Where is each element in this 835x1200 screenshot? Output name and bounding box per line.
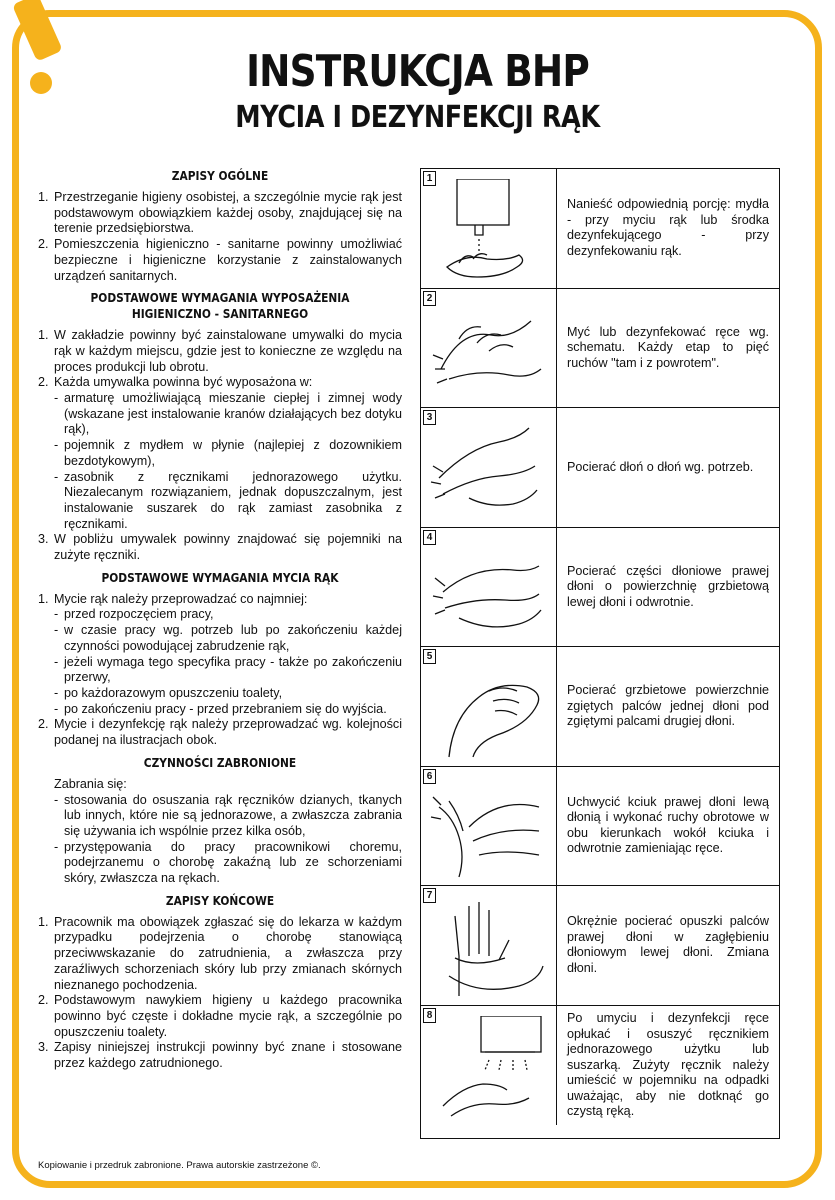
page-title: INSTRUKCJA BHP bbox=[246, 46, 589, 97]
step-text: Pocierać części dłoniowe prawej dłoni o powierzchnię grzbietową lewej dłoni i odwrotnie. bbox=[567, 563, 769, 609]
step-row: 8 Po umyciu i dezynfekcji ręce opłukać i osuszyć ręcznikiem jednorazowego użytku lub suszarką. Zużyty ręcznik należy umieścić w pojemniku na odpadki uważając, aby nie dotknąć go czystą ręką. bbox=[421, 1006, 779, 1126]
section-equipment bbox=[38, 290, 402, 564]
step-row: 7 Okrężnie pocierać opuszki palców prawej dłoni w zagłębieniu dłoniowym lewej dłoni. Zmiana dłoni. bbox=[421, 886, 779, 1006]
section-heading: ZAPISY OGÓLNE bbox=[171, 168, 269, 183]
step-text: Myć lub dezynfekować ręce wg. schematu. Każdy etap to pięć ruchów "tam i z powrotem". bbox=[567, 324, 769, 370]
list-item: 1. W zakładzie powinny być zainstalowane umywalki do mycia rąk w każdym miejscu, gdzie jest to konieczne ze względu na proces produkcji lub obrotu. bbox=[38, 328, 402, 374]
exclamation-dot-icon bbox=[30, 72, 52, 94]
step-text: Po umyciu i dezynfekcji ręce opłukać i osuszyć ręcznikiem jednorazowego użytku lub suszarką. Zużyty ręcznik należy umieścić w pojemniku na odpadki uważając, aby nie dotknąć go czystą ręką. bbox=[567, 1011, 769, 1118]
hand-dryer-icon bbox=[429, 1016, 549, 1121]
step-text: Pocierać dłoń o dłoń wg. potrzeb. bbox=[567, 459, 754, 474]
step-text: Nanieść odpowiednią porcję: mydła - przy myciu rąk lub środka dezynfekującego - przy dezynfekowaniu rąk. bbox=[567, 197, 769, 258]
palm-over-back-icon bbox=[429, 538, 549, 643]
section-heading: CZYNNOŚCI ZABRONIONE bbox=[143, 754, 297, 770]
section-general bbox=[38, 168, 402, 284]
section-washing bbox=[38, 570, 402, 749]
dash-item: - armaturę umożliwiającą mieszanie ciepłej i zimnej wody (wskazane jest instalowanie kranów działających bez dotyku rąk), bbox=[54, 391, 402, 437]
step-row: 3 Pocierać dłoń o dłoń wg. potrzeb. bbox=[421, 408, 779, 528]
step-row: 4 Pocierać części dłoniowe prawej dłoni o powierzchnię grzbietową lewej dłoni i odwrotnie. bbox=[421, 528, 779, 648]
instructions-column bbox=[38, 168, 402, 1078]
page-subtitle: MYCIA I DEZYNFEKCJI RĄK bbox=[235, 100, 600, 135]
step-text: Uchwycić kciuk prawej dłoni lewą dłonią i wykonać ruchy obrotowe w obu kierunkach wokół kciuka i odwrotnie zamieniając ręce. bbox=[567, 794, 769, 856]
section-heading-line2: HIGIENICZNO - SANITARNEGO bbox=[131, 306, 309, 322]
dash-item: - pojemnik z mydłem w płynie (najlepiej z dozownikiem bezdotykowym), bbox=[54, 438, 402, 468]
step-row: 1 Nanieść odpowiednią porcję: mydła - przy myciu rąk lub środka dezynfekującego - przy dezynfekowaniu rąk. bbox=[421, 169, 779, 289]
dash-item: - przed rozpoczęciem pracy, bbox=[54, 607, 214, 622]
list-item: 1. Mycie rąk należy przeprowadzać co najmniej: bbox=[38, 591, 308, 606]
hands-rubbing-icon bbox=[429, 299, 549, 404]
interlocked-fingers-icon bbox=[429, 657, 549, 762]
step-row: 2 Myć lub dezynfekować ręce wg. schematu. Każdy etap to pięć ruchów "tam i z powrotem". bbox=[421, 289, 779, 409]
steps-table bbox=[420, 168, 780, 1139]
dash-item: - po każdorazowym opuszczeniu toalety, bbox=[54, 685, 283, 700]
step-row: 6 Uchwycić kciuk prawej dłoni lewą dłonią i wykonać ruchy obrotowe w obu kierunkach wokół kciuka i odwrotnie zamieniając ręce. bbox=[421, 767, 779, 887]
dash-item: - zasobnik z ręcznikami jednorazowego użytku. Niezalecanym rozwiązaniem, jednak dopuszczalnym, jest instalowanie suszarek do rąk zamiast zasobnika z ręcznikami. bbox=[54, 469, 402, 531]
list-item: 2. Mycie i dezynfekcję rąk należy przeprowadzać wg. kolejności podanej na ilustracjach obok. bbox=[38, 717, 402, 748]
list-item: 3. Zapisy niniejszej instrukcji powinny być znane i stosowane przez każdego zatrudnionego. bbox=[38, 1040, 402, 1071]
list-item: 3. W pobliżu umywalek powinny znajdować się pojemniki na zużyte ręczniki. bbox=[38, 532, 402, 563]
list-item: 1. Przestrzeganie higieny osobistej, a szczególnie mycie rąk jest podstawowym obowiązkiem każdej osoby, znajdującej się na terenie przedsiębiorstwa. bbox=[38, 190, 402, 236]
dash-item: - jeżeli wymaga tego specyfika pracy - także po zakończeniu przerwy, bbox=[54, 654, 402, 685]
dash-item: - stosowania do osuszania rąk ręczników dzianych, tkanych lub innych, które nie są jednorazowe, a zwłaszcza zabrania się używania ich wspólnie przez kilka osób, bbox=[54, 792, 402, 838]
list-item: 1. Pracownik ma obowiązek zgłaszać się do lekarza w każdym przypadku podejrzenia o chorobę stanowiącą przeciwwskazanie do zatrudnienia, a zwłaszcza przy zaraźliwych schorzeniach skóry lub przy zmianach skórnych nieznanego pochodzenia. bbox=[38, 914, 402, 992]
section-heading: ZAPISY KOŃCOWE bbox=[165, 892, 275, 908]
section-final bbox=[38, 893, 402, 1072]
list-item: 2. Podstawowym nawykiem higieny u każdego pracownika powinno być częste i dokładne mycie rąk, a szczególnie po opuszczeniu toalety. bbox=[38, 993, 402, 1039]
dispenser-hand-icon bbox=[429, 179, 549, 284]
step-row: 5 Pocierać grzbietowe powierzchnie zgiętych palców jednej dłoni pod zgiętymi palcami drugiej dłoni. bbox=[421, 647, 779, 767]
section-heading: PODSTAWOWE WYMAGANIA MYCIA RĄK bbox=[101, 569, 339, 585]
fingertips-palm-icon bbox=[429, 896, 549, 1001]
list-item: 2. Każda umywalka powinna być wyposażona w: bbox=[38, 375, 313, 390]
section-heading: PODSTAWOWE WYMAGANIA WYPOSAŻENIA bbox=[90, 290, 350, 306]
list-item: 2. Pomieszczenia higieniczno - sanitarne powinny umożliwiać bezpieczne i higieniczne korzystanie z zainstalowanych urządzeń sanitarnych. bbox=[38, 237, 402, 283]
step-text: Okrężnie pocierać opuszki palców prawej dłoni w zagłębieniu dłoniowym lewej dłoni. Zmiana dłoni. bbox=[567, 914, 769, 975]
palm-to-palm-icon bbox=[429, 418, 549, 523]
copyright-footer: Kopiowanie i przedruk zabronione. Prawa autorskie zastrzeżone ©. bbox=[38, 1160, 321, 1171]
forbidden-intro: Zabrania się: bbox=[54, 776, 127, 791]
thumb-rotation-icon bbox=[429, 777, 549, 882]
dash-item: - przystępowania do pracy pracownikowi choremu, podejrzanemu o chorobę zakaźną lub ze schorzeniami skóry, zwłaszcza na rękach. bbox=[54, 839, 402, 886]
section-forbidden bbox=[38, 755, 402, 887]
dash-item: - w czasie pracy wg. potrzeb lub po zakończeniu każdej czynności powodującej zabrudzenie rąk, bbox=[54, 623, 402, 653]
dash-item: - po zakończeniu pracy - przed przebraniem się do wyjścia. bbox=[54, 701, 387, 716]
step-text: Pocierać grzbietowe powierzchnie zgiętych palców jednej dłoni pod zgiętymi palcami drugiej dłoni. bbox=[567, 683, 769, 728]
